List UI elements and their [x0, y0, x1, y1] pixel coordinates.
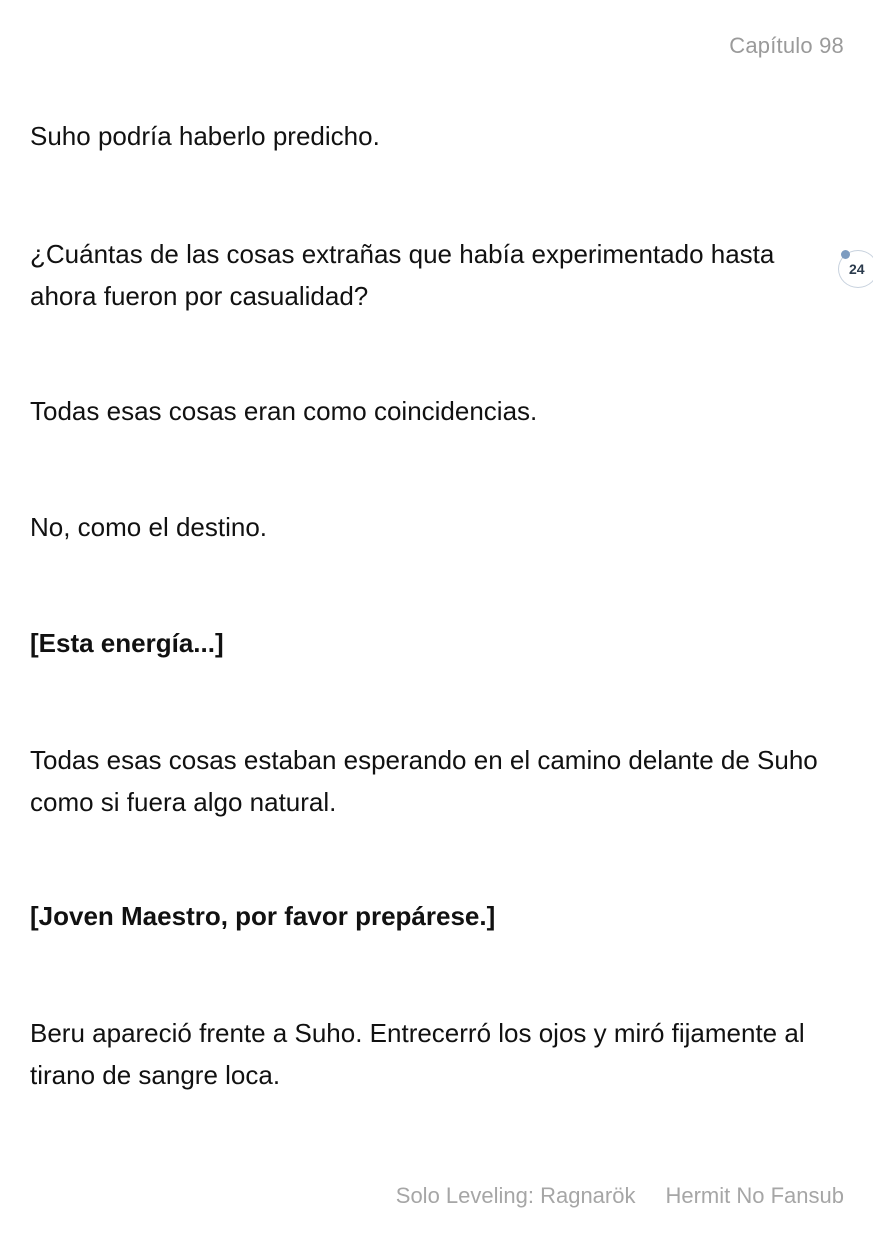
translator-credit: Hermit No Fansub [665, 1183, 844, 1208]
paragraph-dialogue: [Esta energía...] [30, 628, 224, 658]
progress-dot-icon [841, 250, 850, 259]
paragraph: Beru apareció frente a Suho. Entrecerró los ojos y miró fijamente al tirano de sangre loca. [30, 1018, 805, 1090]
book-title: Solo Leveling: Ragnarök [395, 1183, 636, 1208]
paragraph: Suho podría haberlo predicho. [30, 121, 380, 151]
paragraph: Todas esas cosas eran como coincidencias. [30, 396, 538, 426]
paragraph: Todas esas cosas estaban esperando en el camino delante de Suho como si fuera algo natural. [30, 745, 818, 817]
chapter-title: Capítulo 98 [729, 33, 844, 58]
page-number: 24 [849, 261, 865, 277]
paragraph: No, como el destino. [30, 512, 268, 542]
paragraph: ¿Cuántas de las cosas extrañas que había experimentado hasta ahora fueron por casualidad? [30, 239, 775, 311]
footer [396, 1183, 844, 1209]
paragraph-dialogue: [Joven Maestro, por favor prepárese.] [30, 901, 496, 931]
